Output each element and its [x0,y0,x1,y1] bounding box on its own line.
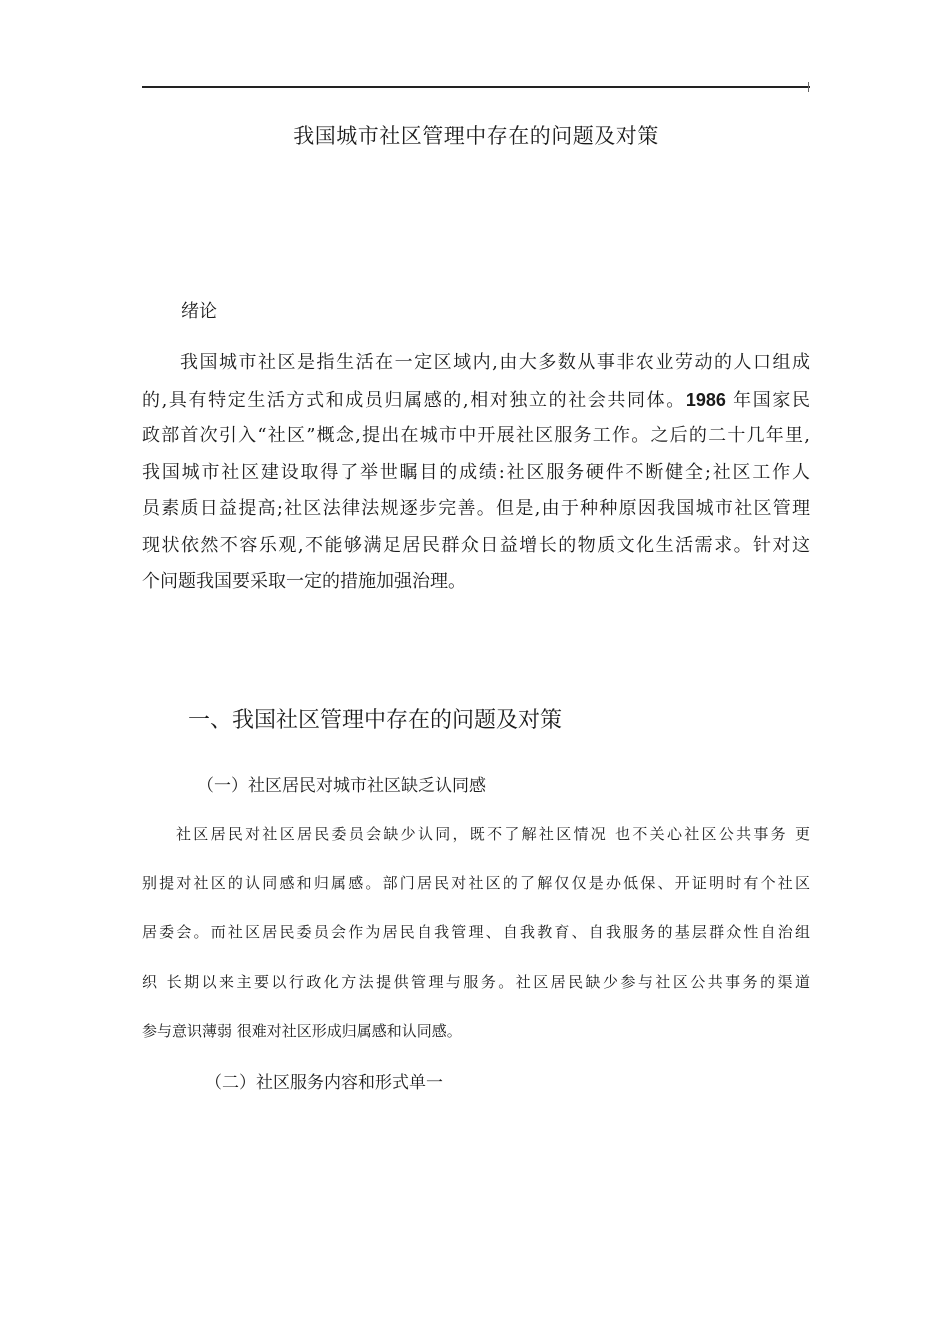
intro-line: 现状依然不容乐观,不能够满足居民群众日益增长的物质文化生活需求。针对这 [142,534,810,556]
subsection-1-heading: （一）社区居民对城市社区缺乏认同感 [197,776,486,796]
intro-line: 员素质日益提高;社区法律法规逐步完善。但是,由于种种原因我国城市社区管理 [142,498,810,519]
subsection-1-paragraph [142,822,810,1068]
intro-line: 我国城市社区是指生活在一定区域内,由大多数从事非农业劳动的人口组成 [180,352,810,373]
intro-line [142,382,810,419]
section-1-heading: 一、我国社区管理中存在的问题及对策 [188,708,563,733]
paragraph-line: 社区居民对社区居民委员会缺少认同，既不了解社区情况 也不关心社区公共事务 更 [176,825,810,843]
header-rule [142,86,810,88]
intro-paragraph [142,345,810,601]
header-rule-tick [808,82,809,92]
paragraph-line: 别提对社区的认同感和归属感。部门居民对社区的了解仅仅是办低保、开证明时有个社区 [142,874,810,893]
year-number: 1986 [685,389,726,410]
subsection-2-heading: （二）社区服务内容和形式单一 [205,1073,443,1093]
intro-line-text: 年国家民 [725,389,810,411]
intro-line: 我国城市社区建设取得了举世瞩目的成绩:社区服务硬件不断健全;社区工作人 [142,461,810,483]
paragraph-line: 参与意识薄弱 很难对社区形成归属感和认同感。 [142,1021,462,1040]
intro-heading: 绪论 [181,301,217,322]
intro-line: 个问题我国要采取一定的措施加强治理。 [142,571,466,592]
document-title: 我国城市社区管理中存在的问题及对策 [293,124,659,148]
intro-line-text: 的,具有特定生活方式和成员归属感的,相对独立的社会共同体。 [142,389,686,411]
intro-line: 政部首次引入“社区”概念,提出在城市中开展社区服务工作。之后的二十几年里, [142,425,810,446]
paragraph-line: 居委会。而社区居民委员会作为居民自我管理、自我教育、自我服务的基层群众性自治组 [142,923,810,942]
paragraph-line: 织 长期以来主要以行政化方法提供管理与服务。社区居民缺少参与社区公共事务的渠道 [142,972,810,991]
